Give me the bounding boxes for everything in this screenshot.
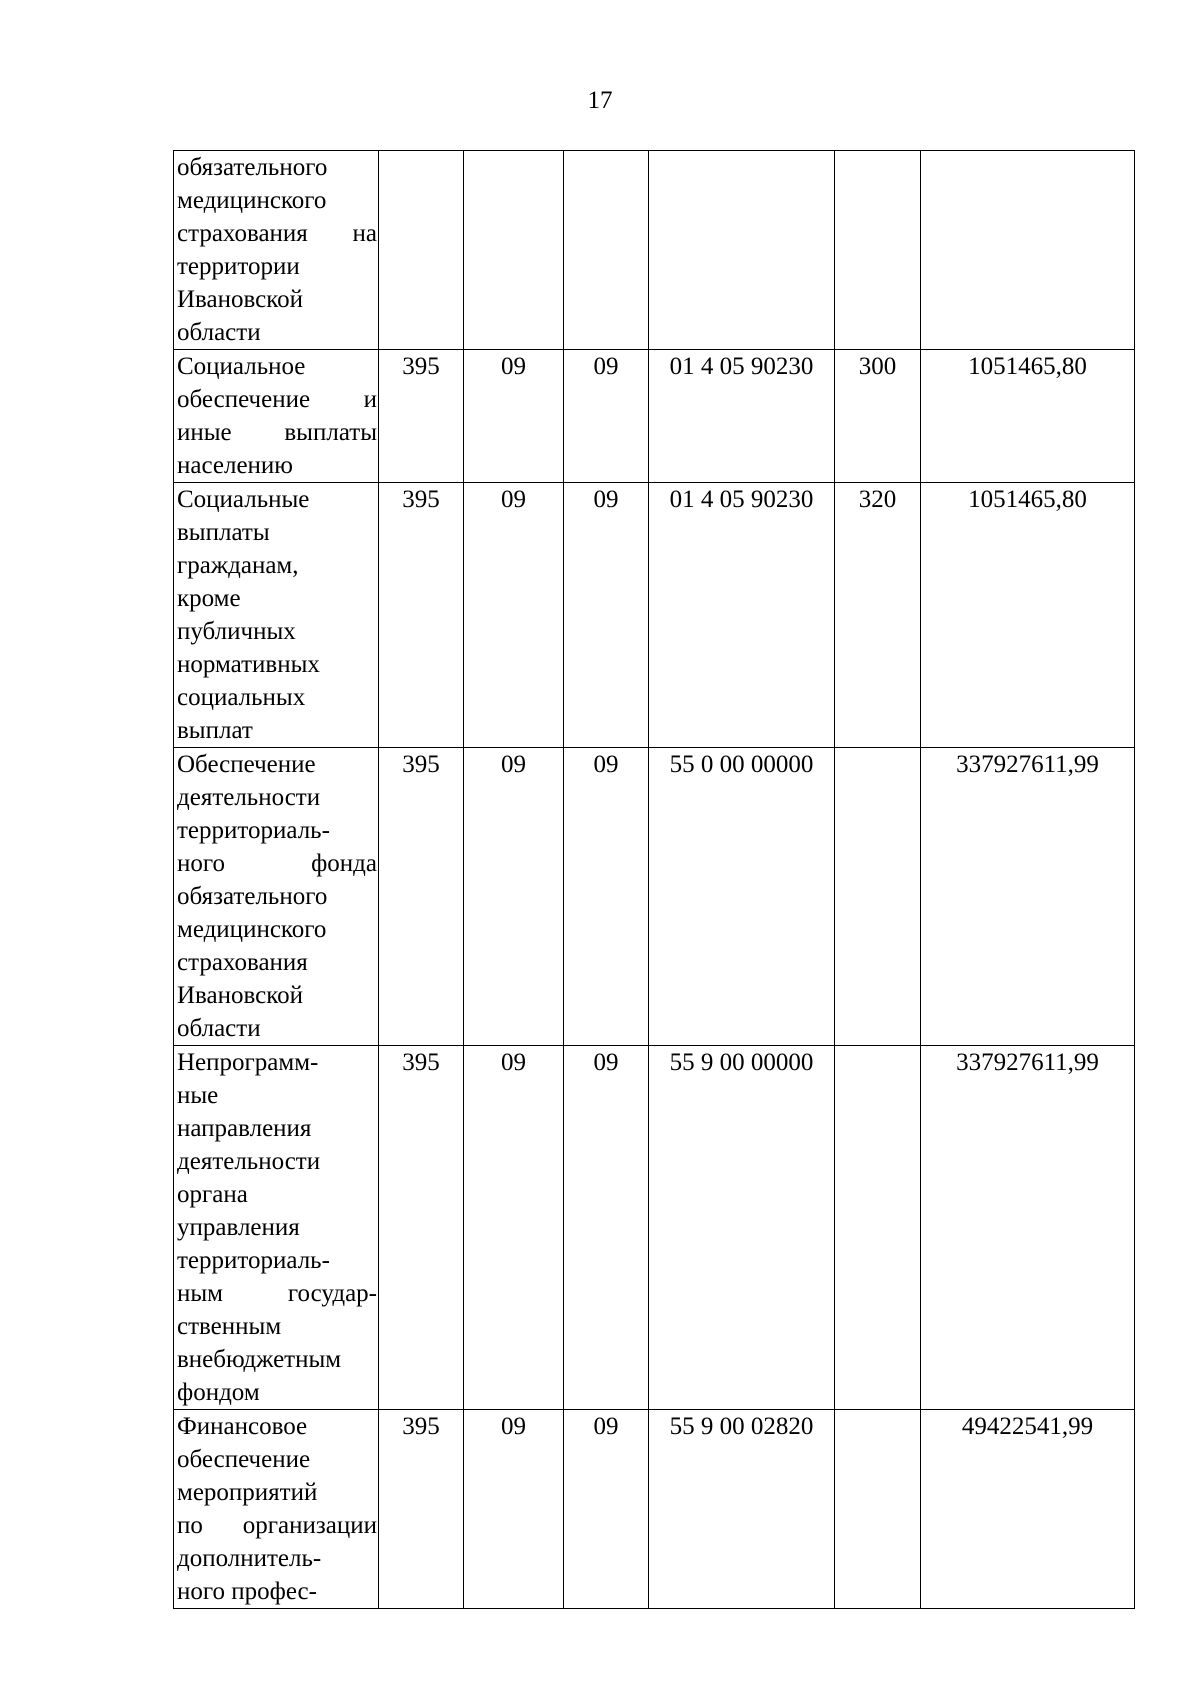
cell-target-article: 55 9 00 02820	[649, 1410, 835, 1609]
item-name-line: деятельности	[177, 784, 321, 811]
item-name-line: населению	[177, 452, 293, 479]
cell-subsection: 09	[564, 748, 649, 1046]
cell-subsection: 09	[564, 1046, 649, 1410]
item-name-line: выплаты	[177, 519, 270, 546]
item-name-line: иные выплаты	[177, 419, 377, 446]
cell-section: 09	[464, 483, 564, 748]
cell-expense-type: 300	[835, 350, 921, 483]
table-row	[174, 748, 1135, 1046]
cell-subsection: 09	[564, 483, 649, 748]
item-name-line: Обеспечение	[177, 751, 316, 778]
cell-amount: 49422541,99	[921, 1410, 1135, 1609]
item-name-line: мероприятий	[177, 1479, 318, 1506]
cell-target-article: 55 9 00 00000	[649, 1046, 835, 1410]
item-name-line: области	[177, 319, 261, 346]
table-row	[174, 1046, 1135, 1410]
cell-target-article: 55 0 00 00000	[649, 748, 835, 1046]
item-name-line: Социальное	[177, 353, 306, 380]
cell-section	[464, 151, 564, 350]
cell-subsection: 09	[564, 350, 649, 483]
item-name-line: медицинского	[177, 187, 327, 214]
cell-item-name	[174, 1046, 379, 1410]
item-name-line: нормативных	[177, 651, 320, 678]
page-number: 17	[587, 87, 613, 114]
cell-item-name	[174, 151, 379, 350]
item-name-line: территориаль-	[177, 1247, 330, 1274]
item-name-line: медицинского	[177, 916, 327, 943]
item-name-line: области	[177, 1015, 261, 1042]
cell-expense-type: 320	[835, 483, 921, 748]
cell-ved-code: 395	[379, 483, 464, 748]
cell-amount: 1051465,80	[921, 350, 1135, 483]
item-name-line: ного профес-	[177, 1578, 317, 1605]
cell-expense-type	[835, 1046, 921, 1410]
cell-amount: 337927611,99	[921, 748, 1135, 1046]
cell-section: 09	[464, 350, 564, 483]
cell-section: 09	[464, 1046, 564, 1410]
item-name-line: страхования на	[177, 220, 377, 247]
item-name-line: публичных	[177, 618, 296, 645]
budget-table	[173, 150, 1135, 1609]
item-name-line: обязательного	[177, 883, 328, 910]
table-row	[174, 1410, 1135, 1609]
cell-subsection: 09	[564, 1410, 649, 1609]
cell-ved-code: 395	[379, 1046, 464, 1410]
item-name-line: обеспечение	[177, 1446, 311, 1473]
cell-expense-type	[835, 151, 921, 350]
item-name-line: дополнитель-	[177, 1545, 322, 1572]
item-name-line: кроме	[177, 585, 241, 612]
cell-amount: 337927611,99	[921, 1046, 1135, 1410]
item-name-line: Финансовое	[177, 1413, 308, 1440]
item-name-line: гражданам,	[177, 552, 299, 579]
item-name-line: Ивановской	[177, 982, 304, 1009]
cell-ved-code	[379, 151, 464, 350]
cell-item-name	[174, 350, 379, 483]
cell-amount	[921, 151, 1135, 350]
cell-section: 09	[464, 1410, 564, 1609]
cell-item-name	[174, 483, 379, 748]
item-name-line: Непрограмм-	[177, 1049, 319, 1076]
item-name-line: направления	[177, 1115, 312, 1142]
item-name-line: фондом	[177, 1379, 260, 1406]
cell-ved-code: 395	[379, 350, 464, 483]
item-name-line: ственным	[177, 1313, 282, 1340]
item-name-line: территории	[177, 253, 300, 280]
cell-ved-code: 395	[379, 1410, 464, 1609]
cell-target-article: 01 4 05 90230	[649, 350, 835, 483]
cell-target-article: 01 4 05 90230	[649, 483, 835, 748]
item-name-line: страхования	[177, 949, 308, 976]
table-row	[174, 151, 1135, 350]
item-name-line: обязательного	[177, 154, 328, 181]
cell-section: 09	[464, 748, 564, 1046]
item-name-line: территориаль-	[177, 817, 330, 844]
cell-expense-type	[835, 1410, 921, 1609]
item-name-line: Ивановской	[177, 286, 304, 313]
item-name-line: по организации	[177, 1512, 377, 1539]
cell-item-name	[174, 1410, 379, 1609]
item-name-line: Социальные	[177, 486, 310, 513]
cell-amount: 1051465,80	[921, 483, 1135, 748]
cell-target-article	[649, 151, 835, 350]
item-name-line: ные	[177, 1082, 219, 1109]
item-name-line: ного фонда	[177, 850, 377, 877]
item-name-line: управления	[177, 1214, 300, 1241]
cell-subsection	[564, 151, 649, 350]
item-name-line: внебюджетным	[177, 1346, 342, 1373]
item-name-line: социальных	[177, 684, 306, 711]
item-name-line: обеспечение и	[177, 386, 377, 413]
item-name-line: органа	[177, 1181, 248, 1208]
item-name-line: деятельности	[177, 1148, 321, 1175]
table-row	[174, 350, 1135, 483]
cell-item-name	[174, 748, 379, 1046]
cell-expense-type	[835, 748, 921, 1046]
cell-ved-code: 395	[379, 748, 464, 1046]
table-row	[174, 483, 1135, 748]
item-name-line: выплат	[177, 717, 253, 744]
item-name-line: ным государ-	[177, 1280, 377, 1307]
